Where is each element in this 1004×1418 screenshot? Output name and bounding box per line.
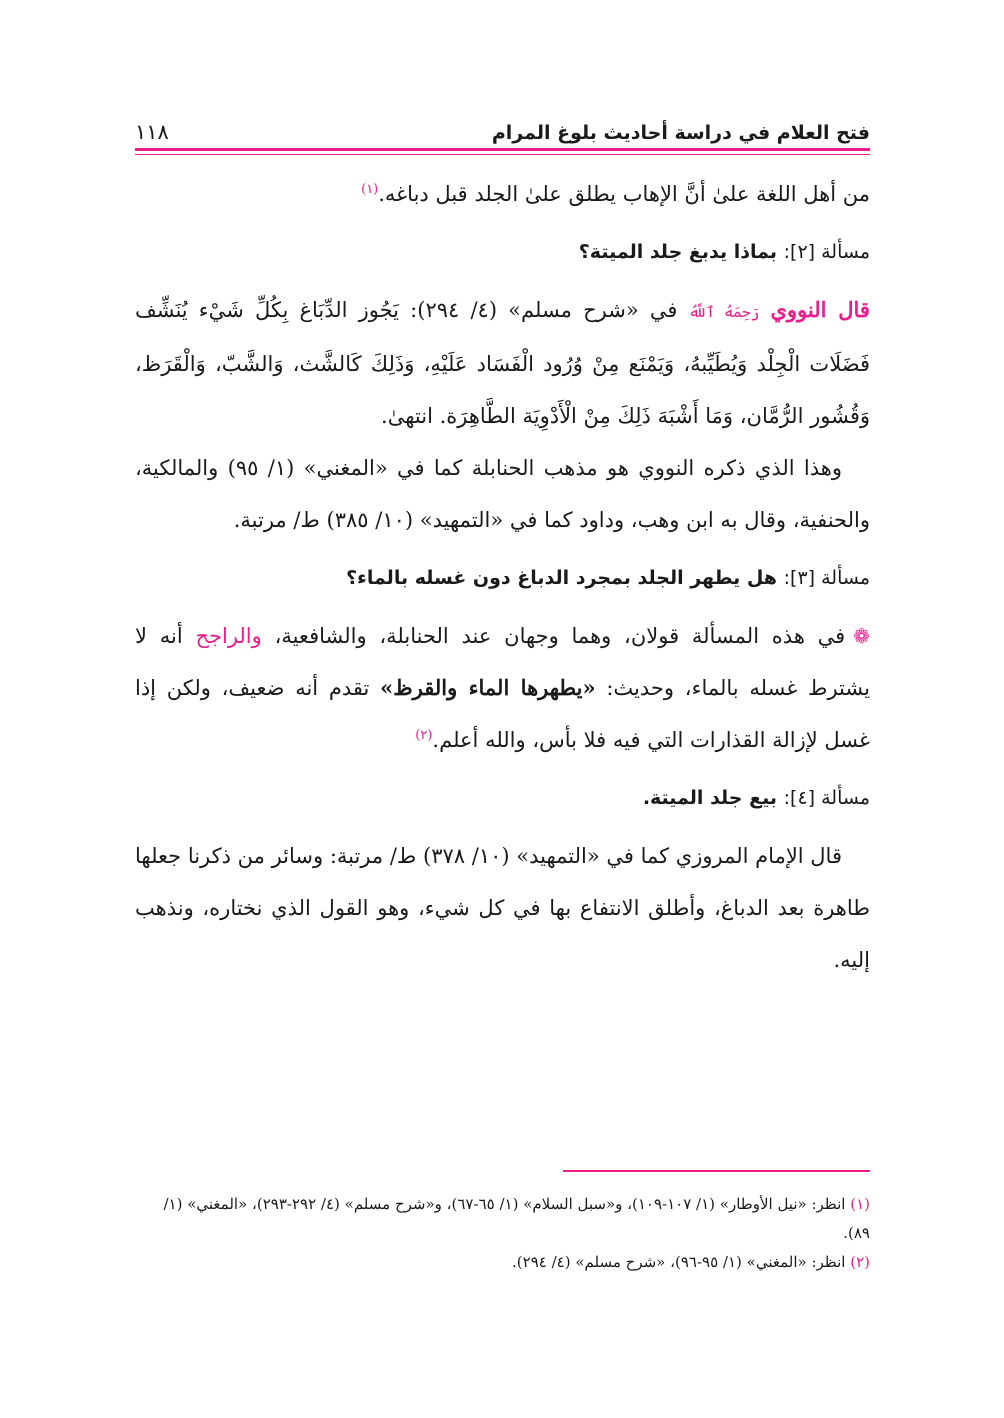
footnote-1 [135, 1190, 870, 1248]
issue-3-title: هل يطهر الجلد بمجرد الدباغ دون غسله بالماء؟ [346, 567, 777, 589]
intro-text: من أهل اللغة علىٰ أنَّ الإهاب يطلق علىٰ الجلد قبل دباغه. [378, 182, 870, 206]
issue-4-title: بيع جلد الميتة. [642, 787, 777, 809]
issue-4-paragraph: قال الإمام المروزي كما في «التمهيد» (١٠/ ٣٧٨) ط/ مرتبة: وسائر من ذكرنا جعلها طاهرة بعد الدباغ، وأطلق الانتفاع بها في كل شيء، وهو القول الذي نختاره، ونذهب إليه. [135, 844, 870, 972]
issue-4-label: مسألة [٤]: [783, 787, 870, 809]
footnote-1-number: (١) [850, 1195, 870, 1213]
issue-3-heading [135, 550, 870, 606]
book-title: فتح العلام في دراسة أحاديث بلوغ المرام [491, 122, 870, 144]
header-rule-thick [135, 148, 870, 151]
running-header [135, 116, 870, 144]
header-rule-thin [135, 154, 870, 155]
issue-4-heading [135, 770, 870, 826]
preferred-view-label: والراجح [195, 624, 262, 648]
footnote-ref-1: (١) [361, 182, 379, 197]
footnote-2-text: انظر: «المغني» (١/ ٩٥-٩٦)، «شرح مسلم» (٤/ ٢٩٤). [512, 1253, 846, 1271]
issue-2-title: بماذا يدبغ جلد الميتة؟ [578, 241, 777, 263]
issue-2-label: مسألة [٢]: [783, 241, 870, 263]
footnotes [135, 1190, 870, 1277]
issue-3-text-2: أنه لا يشترط غسله بالماء، وحديث: [135, 624, 870, 700]
hadith-quote: «يطهرها الماء والقرظ» [380, 675, 596, 700]
issue-3-paragraph [135, 610, 870, 766]
issue-2-heading [135, 224, 870, 280]
issue-3-text-3: تقدم أنه ضعيف، ولكن إذا غسل لإزالة القذارات التي فيه فلا بأس، والله أعلم. [135, 676, 870, 752]
speaker-name: قال النووي [770, 297, 870, 322]
footnote-2 [135, 1248, 870, 1277]
issue-3-text-1: في هذه المسألة قولان، وهما وجهان عند الحنابلة، والشافعية، [274, 624, 846, 648]
page-body [135, 168, 870, 986]
quote-text: في «شرح مسلم» (٤/ ٢٩٤): يَجُوز الدِّبَاغ بِكُلِّ شَيْء يُنَشِّف فَضَلَات الْجِلْد وَيُطَيِّبهُ، وَيَمْنَع مِنْ وُرُود الْفَسَاد عَلَيْهِ، وَذَلِكَ كَالشَّث، وَالشَّبّ، وَالْقَرَظ، وَقُشُور الرُّمَّان، وَمَا أَشْبَهَ ذَلِكَ مِنْ الْأَدْوِيَة الطَّاهِرَة. انتهىٰ. [135, 298, 870, 428]
footnote-2-number: (٢) [850, 1253, 870, 1271]
footnote-ref-2: (٢) [415, 728, 433, 743]
honorific: رَحِمَهُ ٱللَّهُ [688, 303, 760, 321]
flower-marker-icon: ❁ [853, 624, 870, 648]
issue-2-followup-paragraph: وهذا الذي ذكره النووي هو مذهب الحنابلة كما في «المغني» (١/ ٩٥) والمالكية، والحنفية، وقال به ابن وهب، وداود كما في «التمهيد» (١٠/ ٣٨٥) ط/ مرتبة. [135, 456, 870, 532]
page-number: ١١٨ [135, 120, 169, 144]
footnote-1-text: انظر: «نيل الأوطار» (١/ ١٠٧-١٠٩)، و«سبل السلام» (١/ ٦٥-٦٧)، و«شرح مسلم» (٤/ ٢٩٢-٢٩٣)، «المغني» (١/ ٨٩). [163, 1195, 870, 1242]
intro-paragraph [135, 168, 870, 220]
footnote-separator [563, 1170, 870, 1172]
issue-2-quote-paragraph [135, 284, 870, 442]
issue-3-label: مسألة [٣]: [783, 567, 870, 589]
